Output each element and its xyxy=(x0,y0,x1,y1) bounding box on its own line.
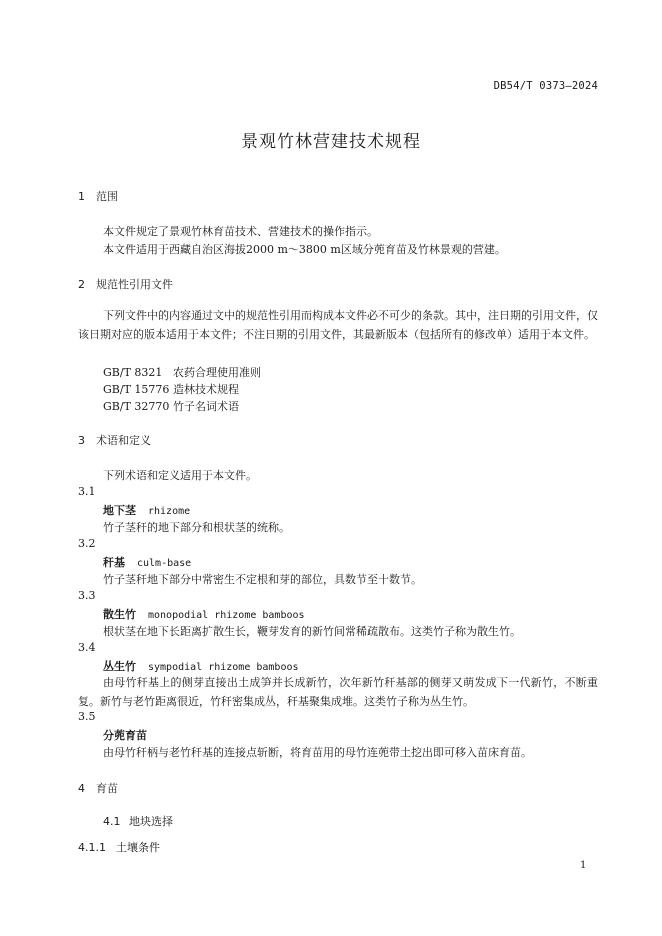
document-code: DB54/T 0373—2024 xyxy=(493,80,598,92)
reference-item xyxy=(103,364,261,380)
page-number: 1 xyxy=(580,860,587,871)
section-number: 2 xyxy=(78,278,85,291)
subsection-title: 土壤条件 xyxy=(116,841,160,854)
reference-code: GB/T 15776 xyxy=(103,383,170,396)
term-number: 3.3 xyxy=(78,589,96,602)
term-english: rhizome xyxy=(148,506,191,517)
paragraph: 本文件适用于西藏自治区海拔2000 m～3800 m区域分蔸育苗及竹林景观的营建。 xyxy=(103,243,506,256)
paragraph: 本文件规定了景观竹林育苗技术、营建技术的操作指示。 xyxy=(103,225,378,238)
subsection-number: 4.1.1 xyxy=(78,841,106,854)
reference-code: GB/T 32770 xyxy=(103,400,170,413)
paragraph: 下列文件中的内容通过文中的规范性引用而构成本文件必不可少的条款。其中，注日期的引用文件，仅该日期对应的版本适用于本文件；不注日期的引用文件，其最新版本（包括所有的修改单）适用于本文件。 xyxy=(78,309,598,341)
section-number: 3 xyxy=(78,434,85,447)
section-heading-terms xyxy=(78,432,151,448)
term-definition: 根状茎在地下长距离扩散生长，鞭芽发育的新竹间常稀疏散布。这类竹子称为散生竹。 xyxy=(103,625,521,638)
term-number: 3.1 xyxy=(78,485,96,498)
subsection-title: 地块选择 xyxy=(129,815,173,828)
term-chinese: 散生竹 xyxy=(103,608,136,621)
document-title: 景观竹林营建技术规程 xyxy=(241,132,421,152)
term-number: 3.5 xyxy=(78,710,96,723)
term-definition: 竹子茎秆地下部分中常密生不定根和芽的部位，具数节至十数节。 xyxy=(103,573,422,586)
term-number: 3.4 xyxy=(78,641,96,654)
section-heading-nursery xyxy=(78,780,118,796)
reference-item xyxy=(103,381,239,397)
reference-code: GB/T 8321 xyxy=(103,366,163,379)
term-chinese: 分蔸育苗 xyxy=(103,729,147,742)
term-definition: 由母竹秆柄与老竹秆基的连接点斩断，将育苗用的母竹连蔸带土挖出即可移入苗床育苗。 xyxy=(103,746,532,759)
term-english: culm-base xyxy=(137,558,192,569)
term-chinese: 秆基 xyxy=(103,556,125,569)
section-heading-scope xyxy=(78,188,118,204)
reference-item xyxy=(103,398,239,414)
subsection-heading-plot-selection xyxy=(103,813,173,829)
term-entry xyxy=(103,554,191,570)
reference-name: 造林技术规程 xyxy=(173,383,239,396)
section-title: 术语和定义 xyxy=(96,434,151,447)
term-entry xyxy=(103,502,190,518)
subsection-heading-soil xyxy=(78,839,160,855)
term-english: monopodial rhizome bamboos xyxy=(148,610,305,621)
term-entry xyxy=(103,658,299,674)
term-chinese: 丛生竹 xyxy=(103,660,136,673)
paragraph: 下列术语和定义适用于本文件。 xyxy=(103,469,257,482)
reference-name: 农药合理使用准则 xyxy=(173,366,261,379)
section-number: 4 xyxy=(78,782,85,795)
reference-name: 竹子名词术语 xyxy=(173,400,239,413)
term-chinese: 地下茎 xyxy=(103,504,136,517)
term-definition: 竹子茎秆的地下部分和根状茎的统称。 xyxy=(103,521,290,534)
section-title: 范围 xyxy=(96,190,118,203)
term-entry xyxy=(103,606,305,622)
section-title: 育苗 xyxy=(96,782,118,795)
section-title: 规范性引用文件 xyxy=(96,278,173,291)
term-entry xyxy=(103,727,159,743)
section-number: 1 xyxy=(78,190,85,203)
term-english: sympodial rhizome bamboos xyxy=(148,662,299,673)
section-heading-normative xyxy=(78,276,173,292)
term-definition: 由母竹秆基上的侧芽直接出土成笋并长成新竹，次年新竹秆基部的侧芽又萌发成下一代新竹，不断重复。新竹与老竹距离很近，竹秆密集成丛，秆基聚集成堆。这类竹子称为丛生竹。 xyxy=(78,676,598,708)
term-number: 3.2 xyxy=(78,537,96,550)
subsection-number: 4.1 xyxy=(103,815,121,828)
